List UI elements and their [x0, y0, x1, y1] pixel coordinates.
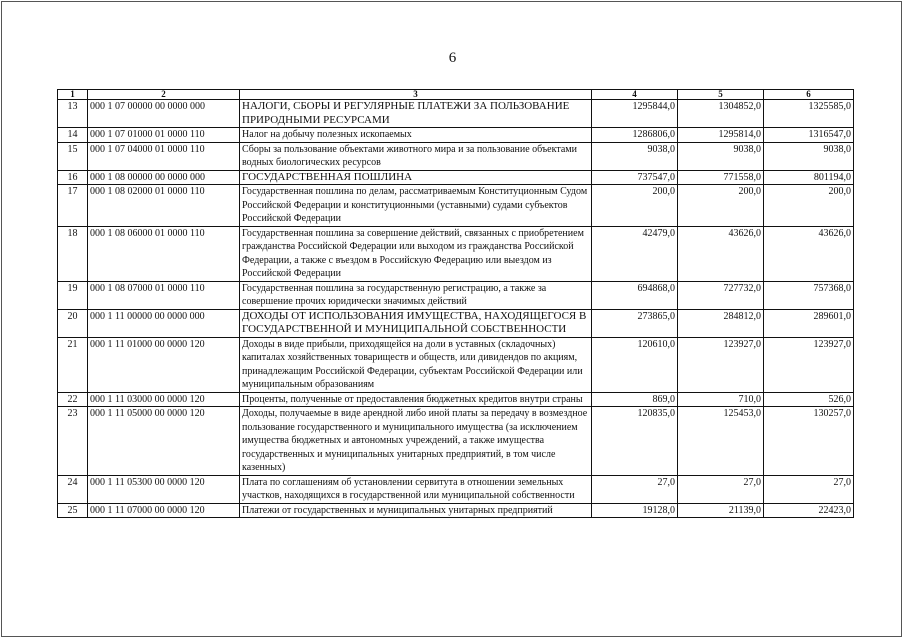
budget-code-cell: 000 1 07 04000 01 0000 110	[88, 142, 240, 170]
budget-code-cell: 000 1 11 05300 00 0000 120	[88, 475, 240, 503]
value-cell-col4: 1295844,0	[592, 100, 678, 128]
row-number-cell: 25	[58, 503, 88, 518]
revenue-name-cell: Проценты, полученные от предоставления бюджетных кредитов внутри страны	[240, 392, 592, 407]
budget-code-cell: 000 1 08 00000 00 0000 000	[88, 170, 240, 185]
revenue-name-cell: Доходы, получаемые в виде арендной либо иной платы за передачу в возмездное пользование государственного и муниципального имущества (за исключением имущества бюджетных и автономных учреждений, а также имущества государственных и муниципальных унитарных предприятий, в том числе казенных)	[240, 407, 592, 476]
value-cell-col4: 9038,0	[592, 142, 678, 170]
row-number-cell: 21	[58, 337, 88, 392]
revenue-name-cell: НАЛОГИ, СБОРЫ И РЕГУЛЯРНЫЕ ПЛАТЕЖИ ЗА ПОЛЬЗОВАНИЕ ПРИРОДНЫМИ РЕСУРСАМИ	[240, 100, 592, 128]
value-cell-col5: 21139,0	[678, 503, 764, 518]
budget-code-cell: 000 1 11 05000 00 0000 120	[88, 407, 240, 476]
value-cell-col5: 1295814,0	[678, 128, 764, 143]
revenue-name-cell: Государственная пошлина за совершение действий, связанных с приобретением гражданства Российской Федерации или выходом из гражданства Российской Федерации, а также с въездом в Российскую Федерацию или выездом из Российской Федерации	[240, 226, 592, 281]
value-cell-col6: 757368,0	[764, 281, 854, 309]
row-number-cell: 20	[58, 309, 88, 337]
value-cell-col4: 19128,0	[592, 503, 678, 518]
column-header: 5	[678, 90, 764, 100]
value-cell-col5: 123927,0	[678, 337, 764, 392]
value-cell-col4: 1286806,0	[592, 128, 678, 143]
row-number-cell: 19	[58, 281, 88, 309]
budget-code-cell: 000 1 11 01000 00 0000 120	[88, 337, 240, 392]
budget-code-cell: 000 1 07 00000 00 0000 000	[88, 100, 240, 128]
row-number-cell: 17	[58, 185, 88, 227]
table-row	[58, 503, 854, 518]
value-cell-col6: 801194,0	[764, 170, 854, 185]
table-row	[58, 407, 854, 476]
row-number-cell: 24	[58, 475, 88, 503]
budget-code-cell: 000 1 11 00000 00 0000 000	[88, 309, 240, 337]
budget-code-cell: 000 1 08 02000 01 0000 110	[88, 185, 240, 227]
revenue-name-cell: Государственная пошлина по делам, рассматриваемым Конституционным Судом Российской Федерации и конституционными (уставными) судами субъектов Российской Федерации	[240, 185, 592, 227]
value-cell-col5: 125453,0	[678, 407, 764, 476]
table-row	[58, 226, 854, 281]
row-number-cell: 22	[58, 392, 88, 407]
value-cell-col4: 42479,0	[592, 226, 678, 281]
table-row	[58, 142, 854, 170]
revenue-name-cell: Доходы в виде прибыли, приходящейся на доли в уставных (складочных) капиталах хозяйственных товариществ и обществ, или дивидендов по акциям, принадлежащим Российской Федерации, субъектам Российской Федерации или муниципальным образованиям	[240, 337, 592, 392]
page-number: 6	[448, 50, 457, 66]
column-header: 1	[58, 90, 88, 100]
revenue-name-cell: Налог на добычу полезных ископаемых	[240, 128, 592, 143]
value-cell-col6: 1325585,0	[764, 100, 854, 128]
budget-code-cell: 000 1 07 01000 01 0000 110	[88, 128, 240, 143]
table-row	[58, 337, 854, 392]
value-cell-col4: 694868,0	[592, 281, 678, 309]
value-cell-col5: 27,0	[678, 475, 764, 503]
revenue-name-cell: Плата по соглашениям об установлении сервитута в отношении земельных участков, находящихся в государственной или муниципальной собственности	[240, 475, 592, 503]
value-cell-col5: 1304852,0	[678, 100, 764, 128]
table-row	[58, 128, 854, 143]
value-cell-col4: 200,0	[592, 185, 678, 227]
budget-code-cell: 000 1 08 06000 01 0000 110	[88, 226, 240, 281]
budget-code-cell: 000 1 11 07000 00 0000 120	[88, 503, 240, 518]
column-header: 4	[592, 90, 678, 100]
value-cell-col4: 120610,0	[592, 337, 678, 392]
value-cell-col4: 120835,0	[592, 407, 678, 476]
table-row	[58, 281, 854, 309]
value-cell-col6: 289601,0	[764, 309, 854, 337]
revenue-name-cell: ДОХОДЫ ОТ ИСПОЛЬЗОВАНИЯ ИМУЩЕСТВА, НАХОДЯЩЕГОСЯ В ГОСУДАРСТВЕННОЙ И МУНИЦИПАЛЬНОЙ СОБСТВЕННОСТИ	[240, 309, 592, 337]
value-cell-col6: 200,0	[764, 185, 854, 227]
value-cell-col6: 27,0	[764, 475, 854, 503]
table-row	[58, 170, 854, 185]
value-cell-col4: 869,0	[592, 392, 678, 407]
revenue-name-cell: Сборы за пользование объектами животного мира и за пользование объектами водных биологических ресурсов	[240, 142, 592, 170]
table-row	[58, 185, 854, 227]
value-cell-col6: 43626,0	[764, 226, 854, 281]
table-header-row	[58, 90, 854, 100]
table-body	[58, 100, 854, 518]
column-header: 2	[88, 90, 240, 100]
value-cell-col4: 273865,0	[592, 309, 678, 337]
value-cell-col5: 43626,0	[678, 226, 764, 281]
row-number-cell: 14	[58, 128, 88, 143]
row-number-cell: 13	[58, 100, 88, 128]
value-cell-col4: 737547,0	[592, 170, 678, 185]
value-cell-col6: 22423,0	[764, 503, 854, 518]
value-cell-col6: 130257,0	[764, 407, 854, 476]
value-cell-col4: 27,0	[592, 475, 678, 503]
table-row	[58, 392, 854, 407]
row-number-cell: 18	[58, 226, 88, 281]
row-number-cell: 15	[58, 142, 88, 170]
budget-code-cell: 000 1 11 03000 00 0000 120	[88, 392, 240, 407]
value-cell-col5: 284812,0	[678, 309, 764, 337]
value-cell-col6: 1316547,0	[764, 128, 854, 143]
revenue-name-cell: Платежи от государственных и муниципальных унитарных предприятий	[240, 503, 592, 518]
revenue-name-cell: Государственная пошлина за государственную регистрацию, а также за совершение прочих юридически значимых действий	[240, 281, 592, 309]
value-cell-col5: 727732,0	[678, 281, 764, 309]
value-cell-col6: 123927,0	[764, 337, 854, 392]
value-cell-col6: 9038,0	[764, 142, 854, 170]
budget-table	[57, 89, 854, 518]
column-header: 3	[240, 90, 592, 100]
column-header: 6	[764, 90, 854, 100]
budget-code-cell: 000 1 08 07000 01 0000 110	[88, 281, 240, 309]
value-cell-col5: 710,0	[678, 392, 764, 407]
row-number-cell: 23	[58, 407, 88, 476]
revenue-name-cell: ГОСУДАРСТВЕННАЯ ПОШЛИНА	[240, 170, 592, 185]
table-row	[58, 100, 854, 128]
row-number-cell: 16	[58, 170, 88, 185]
value-cell-col5: 9038,0	[678, 142, 764, 170]
table-row	[58, 475, 854, 503]
value-cell-col6: 526,0	[764, 392, 854, 407]
value-cell-col5: 771558,0	[678, 170, 764, 185]
table-row	[58, 309, 854, 337]
value-cell-col5: 200,0	[678, 185, 764, 227]
